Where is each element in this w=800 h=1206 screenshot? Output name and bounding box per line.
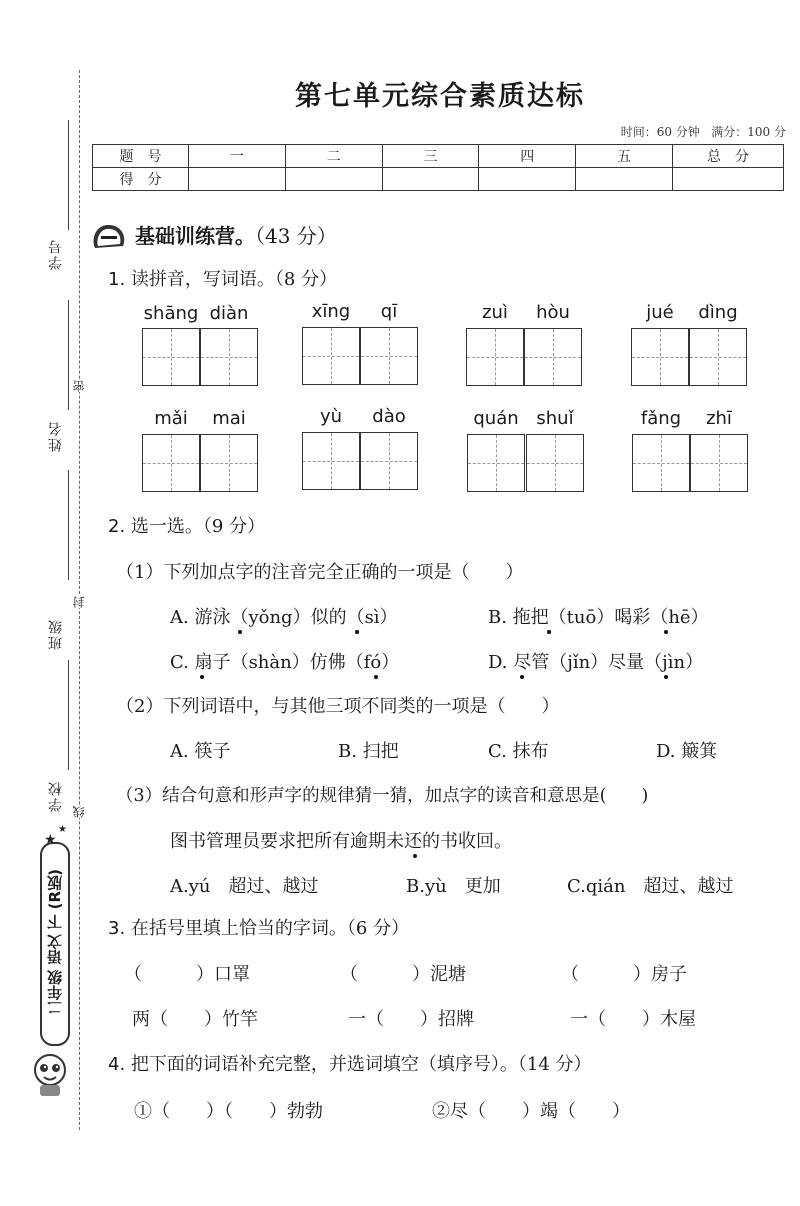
writing-box[interactable]: [526, 434, 584, 492]
question-number: 1.: [108, 269, 126, 290]
sub-question-3-sentence: 图书管理员要求把所有逾期未还的书收回。: [170, 831, 512, 852]
option-b[interactable]: B.yù 更加: [406, 876, 501, 897]
pinyin: quán: [473, 408, 519, 429]
writing-box[interactable]: [466, 328, 524, 386]
writing-box[interactable]: [631, 328, 689, 386]
student-id-label: 学号: [48, 238, 64, 270]
fill-blank-item[interactable]: （ ）房子: [561, 964, 687, 985]
question-text: 读拼音，写词语。（8 分）: [130, 269, 338, 290]
writing-box[interactable]: [302, 327, 360, 385]
class-line: [68, 470, 69, 580]
sub-question-1-stem: （1）下列加点字的注音完全正确的一项是（ ）: [116, 562, 524, 583]
score-table-header: 三: [382, 145, 479, 168]
writing-box[interactable]: [360, 327, 418, 385]
sub-question-3-stem: （3）结合句意和形声字的规律猜一猜，加点字的读音和意思是( ): [116, 786, 649, 806]
fill-blank-item[interactable]: ②尽（ ）竭（ ）: [432, 1101, 630, 1122]
question-2: [108, 512, 265, 538]
emphasis-dot: [413, 854, 417, 858]
option-a[interactable]: A.yú 超过、越过: [170, 876, 319, 897]
score-cell[interactable]: [285, 168, 382, 191]
name-label: 姓名: [48, 420, 64, 452]
full-score: 满分：100 分: [711, 125, 786, 139]
pinyin: zuì: [482, 302, 508, 323]
question-number: 3.: [108, 918, 126, 939]
book-tag-text: 二年级 语文 下 (R版): [46, 869, 64, 1015]
writing-box[interactable]: [142, 434, 200, 492]
option-b[interactable]: B. 拖把（tuō）喝彩（hē）: [488, 607, 709, 628]
section-title: [135, 220, 337, 249]
score-table: [92, 144, 784, 191]
score-row-label: 得 分: [93, 168, 189, 191]
score-cell[interactable]: [479, 168, 576, 191]
writing-box[interactable]: [467, 434, 525, 492]
score-cell[interactable]: [576, 168, 673, 191]
question-3: [108, 914, 409, 940]
time-info: [621, 123, 786, 140]
option-b[interactable]: B. 扫把: [338, 741, 399, 762]
option-c[interactable]: C.qián 超过、越过: [567, 876, 734, 897]
question-text: 选一选。（9 分）: [130, 516, 266, 537]
writing-box[interactable]: [302, 432, 360, 490]
writing-box[interactable]: [360, 432, 418, 490]
class-label: 班级: [48, 618, 64, 650]
mascot-icon: [30, 1050, 70, 1098]
pinyin: zhī: [706, 408, 732, 429]
fold-word: 封: [72, 596, 86, 608]
seal-word: 密: [72, 380, 86, 392]
pinyin: xīng: [311, 301, 351, 322]
question-text: 把下面的词语补充完整，并选词填空（填序号）。（14 分）: [130, 1054, 592, 1075]
option-d[interactable]: D. 尽管（jǐn）尽量（jìn）: [488, 652, 704, 673]
student-id-line: [68, 120, 69, 230]
school-line: [68, 660, 69, 770]
question-number: 4.: [108, 1054, 126, 1075]
star-icon: ★: [44, 832, 57, 848]
fill-blank-item[interactable]: （ ）泥塘: [340, 964, 466, 985]
pinyin: qī: [380, 301, 398, 322]
writing-box[interactable]: [142, 328, 200, 386]
fill-blank-item[interactable]: 两（ ）竹竿: [132, 1009, 258, 1030]
score-table-header: 总 分: [673, 145, 784, 168]
score-table-header: 题 号: [93, 145, 189, 168]
score-table-header: 四: [479, 145, 576, 168]
emphasis-dot: [664, 630, 668, 634]
option-c[interactable]: C. 抹布: [488, 741, 549, 762]
score-table-header: 一: [189, 145, 286, 168]
writing-box[interactable]: [200, 434, 258, 492]
pinyin: diàn: [209, 303, 249, 324]
writing-box[interactable]: [689, 328, 747, 386]
score-table-header-row: [93, 145, 784, 168]
pinyin: shāng: [143, 303, 199, 324]
score-cell[interactable]: [189, 168, 286, 191]
question-1: [108, 265, 337, 291]
pinyin: jué: [646, 302, 674, 323]
pinyin: mǎi: [154, 408, 188, 429]
name-line: [68, 300, 69, 410]
time-limit: 时间：60 分钟: [620, 125, 700, 139]
fill-blank-item[interactable]: ①（ ）（ ）勃勃: [134, 1101, 323, 1122]
section-badge-icon: [91, 222, 127, 250]
school-label: 学校: [48, 780, 64, 812]
emphasis-dot: [374, 675, 378, 679]
writing-box[interactable]: [690, 434, 748, 492]
option-c[interactable]: C. 扇子（shàn）仿佛（fó）: [170, 652, 400, 673]
section-title-text: 基础训练营。: [135, 224, 255, 248]
writing-box[interactable]: [632, 434, 690, 492]
writing-box[interactable]: [200, 328, 258, 386]
emphasis-dot: [200, 675, 204, 679]
score-table-row: [93, 168, 784, 191]
option-a[interactable]: A. 筷子: [170, 741, 231, 762]
pinyin: yù: [319, 406, 343, 427]
writing-box[interactable]: [524, 328, 582, 386]
score-table-header: 五: [576, 145, 673, 168]
star-icon: ★: [58, 824, 67, 835]
option-d[interactable]: D. 簸箕: [656, 741, 718, 762]
fill-blank-item[interactable]: 一（ ）木屋: [570, 1009, 696, 1030]
pinyin: mai: [212, 408, 246, 429]
sub-question-2-stem: （2）下列词语中，与其他三项不同类的一项是（ ）: [116, 696, 560, 717]
page-title: 第七单元综合素质达标: [295, 81, 585, 112]
emphasis-dot: [520, 675, 524, 679]
cut-word: 线: [72, 806, 86, 818]
pinyin: hòu: [536, 302, 570, 323]
pinyin: dìng: [698, 302, 738, 323]
emphasis-dot: [547, 630, 551, 634]
pinyin: dào: [372, 406, 406, 427]
option-a[interactable]: A. 游泳（yǒng）似的（sì）: [170, 607, 398, 628]
emphasis-dot: [664, 675, 668, 679]
pinyin: shuǐ: [536, 408, 574, 429]
emphasis-dot: [355, 630, 359, 634]
section-score: （43 分）: [255, 224, 337, 248]
fill-blank-item[interactable]: （ ）口罩: [124, 964, 250, 985]
score-table-header: 二: [285, 145, 382, 168]
score-cell[interactable]: [382, 168, 479, 191]
question-number: 2.: [108, 516, 126, 537]
book-tag: [40, 842, 66, 1072]
question-text: 在括号里填上恰当的字词。（6 分）: [130, 918, 410, 939]
question-4: [108, 1050, 592, 1076]
emphasis-dot: [238, 630, 242, 634]
fill-blank-item[interactable]: 一（ ）招牌: [348, 1009, 474, 1030]
pinyin: fǎng: [640, 408, 682, 429]
score-cell[interactable]: [673, 168, 784, 191]
